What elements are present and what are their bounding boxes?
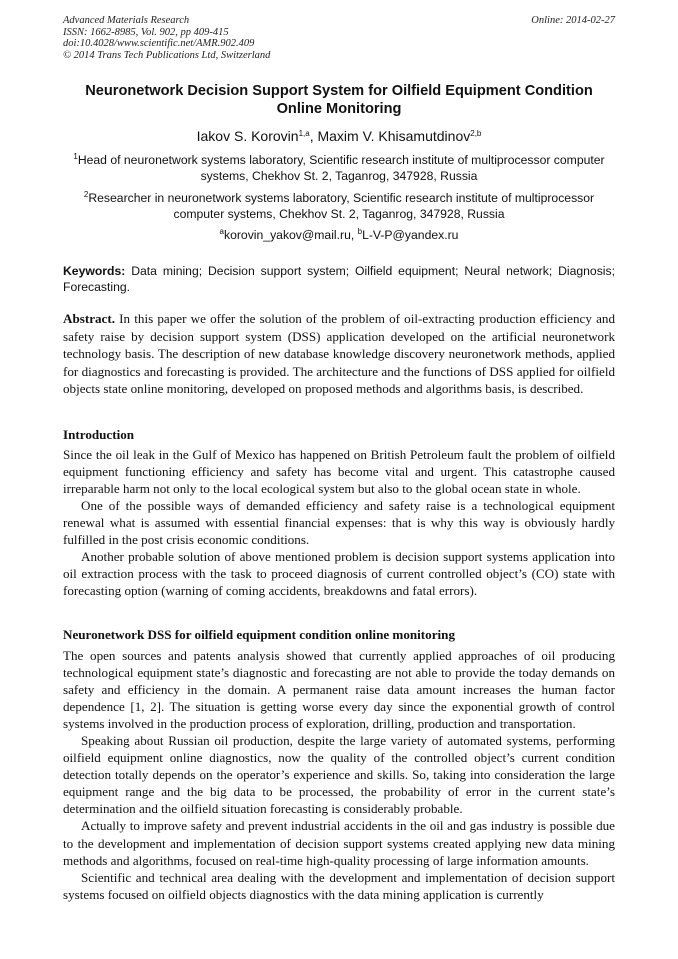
keywords-text: Data mining; Decision support system; Oilfield equipment; Neural network; Diagnosis; Forecasting.: [63, 264, 615, 294]
doi-line[interactable]: doi:10.4028/www.scientific.net/AMR.902.409: [63, 38, 255, 50]
affiliation-2-sup: 2: [83, 190, 89, 199]
copyright-line: © 2014 Trans Tech Publications Ltd, Switzerland: [63, 49, 271, 61]
affiliation-1-sup: 1: [73, 152, 78, 161]
author-separator: ,: [309, 128, 318, 144]
issn-line: ISSN: 1662-8985, Vol. 902, pp 409-415: [63, 26, 229, 38]
paragraph: The open sources and patents analysis showed that currently applied approaches of oil producing technological equipment state’s diagnostic and forecasting are not able to provide the today demands on safety and efficiency in the domain. A permanent raise data amount increases the human factor dependence [1, 2]. The situation is getting worse every day since the exponential growth of control systems involved in the production process of exploration, drilling, production and transportation.: [63, 648, 615, 732]
journal-header: [63, 15, 615, 61]
keywords: [63, 263, 615, 295]
section2-body: [63, 647, 615, 903]
email-a[interactable]: korovin_yakov@mail.ru,: [224, 228, 358, 242]
section-heading-neuronetwork-dss: Neuronetwork DSS for oilfield equipment condition online monitoring: [63, 627, 455, 642]
paper-title: Neuronetwork Decision Support System for Oilfield Equipment Condition Online Monitoring: [85, 83, 593, 117]
email-b-sup: b: [357, 227, 363, 236]
keywords-label: Keywords:: [63, 264, 126, 278]
abstract-text: In this paper we offer the solution of the problem of oil-extracting production efficiency and safety raise by decision support system (DSS) application developed on the artificial neuronetwork technology basis. The description of new database knowledge discovery neuronetwork methods, applied for diagnostics and forecasting is provided. The architecture and the functions of DSS applied for oilfield objects state online monitoring, developed on proposed methods and algorithms basis, is described.: [63, 311, 615, 397]
journal-name: Advanced Materials Research: [63, 15, 190, 26]
paragraph: Speaking about Russian oil production, despite the large variety of automated systems, performing oilfield equipment online diagnostics, now the quality of the controlled object’s current condition detection totally depends on the operator’s experience and skills. So, taking into consideration the large equipment range and the big data to be processed, the probability of error in the current state’s determination and the oilfield situation forecasting is considerably probable.: [63, 733, 615, 817]
paragraph: Actually to improve safety and prevent industrial accidents in the oil and gas industry is possible due to the development and implementation of decision support systems created applying new data mining methods and algorithms, focused on real-time high-quality processing of large information amounts.: [63, 818, 615, 868]
paragraph: Since the oil leak in the Gulf of Mexico has happened on British Petroleum fault the problem of oilfield equipment functioning efficiency and safety has become vital and urgent. This catastrophe caused irreparable harm not only to the local ecological system but also to the global ocean state in whole.: [63, 447, 615, 497]
paragraph: One of the possible ways of demanded efficiency and safety raise is a technological equipment renewal what is assumed with essential financial expenses: that is why this way is obviously hardly fulfilled in the post crisis economic conditions.: [63, 498, 615, 548]
abstract: [63, 310, 615, 398]
affiliation-1-text: Head of neuronetwork systems laboratory, Scientific research institute of multiprocessor computer systems, Chekhov St. 2, Taganrog, 347928, Russia: [77, 153, 605, 183]
author-1-sup: 1,a: [298, 129, 310, 138]
email-a-sup: a: [219, 227, 224, 236]
author-2-sup: 2,b: [470, 129, 482, 138]
introduction-body: [63, 446, 615, 599]
paragraph: Another probable solution of above mentioned problem is decision support systems application into oil extraction process with the task to proceed diagnosis of current controlled object’s (CO) state with forecasting option (warning of coming accidents, breakdowns and fatal errors).: [63, 549, 615, 599]
affiliation-2: [63, 191, 615, 222]
affiliation-2-text: Researcher in neuronetwork systems laboratory, Scientific research institute of multiprocessor computer systems, Chekhov St. 2, Taganrog, 347928, Russia: [88, 191, 595, 221]
affiliation-1: [63, 153, 615, 184]
email-line: [63, 228, 615, 244]
email-b[interactable]: L-V-P@yandex.ru: [362, 228, 459, 242]
author-2: Maxim V. Khisamutdinov: [317, 128, 471, 144]
section-heading-introduction: Introduction: [63, 427, 135, 442]
paragraph: Scientific and technical area dealing with the development and implementation of decision support systems focused on oilfield objects diagnostics with the data mining application is currently: [63, 869, 615, 902]
author-1: Iakov S. Korovin: [196, 128, 299, 144]
author-list: [60, 127, 618, 145]
online-date: Online: 2014-02-27: [531, 15, 615, 26]
abstract-label: Abstract.: [63, 311, 115, 326]
